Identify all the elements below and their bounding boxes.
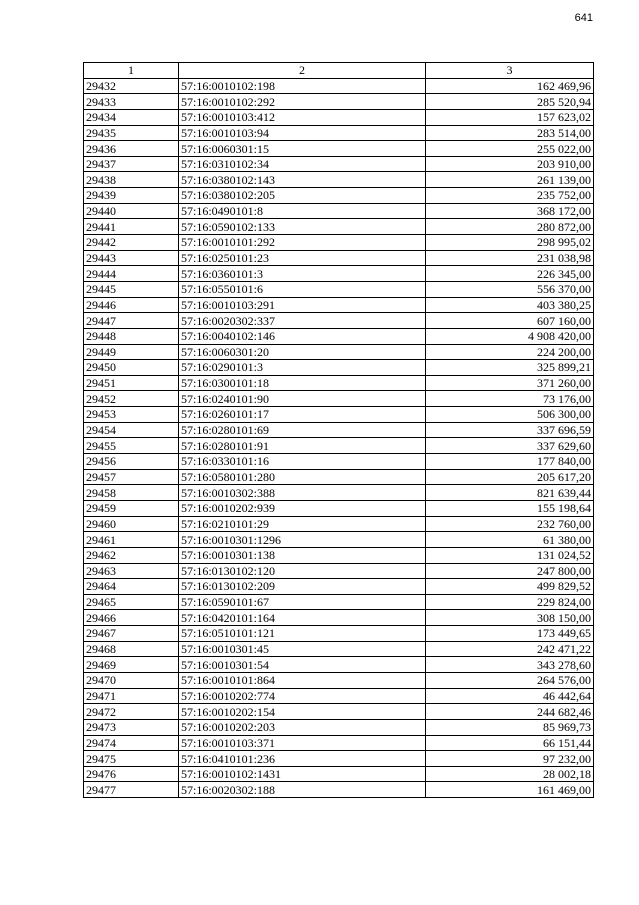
value-cell: 73 176,00 [426, 391, 594, 407]
row-number-cell: 29468 [84, 641, 179, 657]
value-cell: 343 278,60 [426, 657, 594, 673]
table-row [84, 704, 594, 720]
table-row [84, 657, 594, 673]
table-row [84, 125, 594, 141]
value-cell: 224 200,00 [426, 344, 594, 360]
value-cell: 162 469,96 [426, 78, 594, 94]
table-row [84, 422, 594, 438]
cadastral-number-cell: 57:16:0380102:143 [179, 172, 426, 188]
cadastral-number-cell: 57:16:0550101:6 [179, 281, 426, 297]
row-number-cell: 29460 [84, 516, 179, 532]
value-cell: 325 899,21 [426, 360, 594, 376]
value-cell: 247 800,00 [426, 563, 594, 579]
row-number-cell: 29462 [84, 547, 179, 563]
value-cell: 244 682,46 [426, 704, 594, 720]
row-number-cell: 29437 [84, 156, 179, 172]
table-row [84, 688, 594, 704]
row-number-cell: 29470 [84, 672, 179, 688]
table-row [84, 375, 594, 391]
table-row [84, 751, 594, 767]
table-row [84, 641, 594, 657]
cadastral-number-cell: 57:16:0130102:120 [179, 563, 426, 579]
cadastral-number-cell: 57:16:0040102:146 [179, 328, 426, 344]
value-cell: 229 824,00 [426, 594, 594, 610]
row-number-cell: 29472 [84, 704, 179, 720]
value-cell: 46 442,64 [426, 688, 594, 704]
row-number-cell: 29476 [84, 766, 179, 782]
cadastral-number-cell: 57:16:0380102:205 [179, 188, 426, 204]
table-row [84, 156, 594, 172]
value-cell: 232 760,00 [426, 516, 594, 532]
row-number-cell: 29474 [84, 735, 179, 751]
value-cell: 242 471,22 [426, 641, 594, 657]
value-cell: 264 576,00 [426, 672, 594, 688]
cadastral-number-cell: 57:16:0010202:774 [179, 688, 426, 704]
table-row [84, 719, 594, 735]
row-number-cell: 29459 [84, 500, 179, 516]
column-header-1: 1 [84, 63, 179, 79]
row-number-cell: 29471 [84, 688, 179, 704]
row-number-cell: 29442 [84, 235, 179, 251]
table-row [84, 391, 594, 407]
cadastral-number-cell: 57:16:0580101:280 [179, 469, 426, 485]
table-body [84, 78, 594, 797]
row-number-cell: 29441 [84, 219, 179, 235]
cadastral-number-cell: 57:16:0010301:45 [179, 641, 426, 657]
value-cell: 66 151,44 [426, 735, 594, 751]
column-header-2: 2 [179, 63, 426, 79]
row-number-cell: 29453 [84, 407, 179, 423]
row-number-cell: 29440 [84, 203, 179, 219]
row-number-cell: 29445 [84, 281, 179, 297]
row-number-cell: 29456 [84, 454, 179, 470]
cadastral-number-cell: 57:16:0010101:292 [179, 235, 426, 251]
table-row [84, 203, 594, 219]
cadastral-value-table [83, 62, 594, 798]
cadastral-number-cell: 57:16:0490101:8 [179, 203, 426, 219]
row-number-cell: 29447 [84, 313, 179, 329]
cadastral-number-cell: 57:16:0010103:371 [179, 735, 426, 751]
value-cell: 205 617,20 [426, 469, 594, 485]
table-row [84, 235, 594, 251]
value-cell: 155 198,64 [426, 500, 594, 516]
cadastral-number-cell: 57:16:0280101:91 [179, 438, 426, 454]
cadastral-number-cell: 57:16:0010202:154 [179, 704, 426, 720]
row-number-cell: 29455 [84, 438, 179, 454]
table-row [84, 532, 594, 548]
row-number-cell: 29438 [84, 172, 179, 188]
cadastral-number-cell: 57:16:0020302:188 [179, 782, 426, 798]
value-cell: 368 172,00 [426, 203, 594, 219]
table-row [84, 188, 594, 204]
table-row [84, 94, 594, 110]
value-cell: 61 380,00 [426, 532, 594, 548]
table-row [84, 250, 594, 266]
row-number-cell: 29432 [84, 78, 179, 94]
value-cell: 28 002,18 [426, 766, 594, 782]
cadastral-number-cell: 57:16:0240101:90 [179, 391, 426, 407]
table-row [84, 594, 594, 610]
table-row [84, 78, 594, 94]
table-row [84, 610, 594, 626]
row-number-cell: 29461 [84, 532, 179, 548]
table-row [84, 109, 594, 125]
cadastral-number-cell: 57:16:0010103:94 [179, 125, 426, 141]
cadastral-number-cell: 57:16:0300101:18 [179, 375, 426, 391]
row-number-cell: 29436 [84, 141, 179, 157]
value-cell: 499 829,52 [426, 579, 594, 595]
table-row [84, 219, 594, 235]
table-row [84, 500, 594, 516]
cadastral-number-cell: 57:16:0010302:388 [179, 485, 426, 501]
table-row [84, 672, 594, 688]
cadastral-number-cell: 57:16:0010102:292 [179, 94, 426, 110]
table-row [84, 281, 594, 297]
cadastral-number-cell: 57:16:0210101:29 [179, 516, 426, 532]
cadastral-number-cell: 57:16:0250101:23 [179, 250, 426, 266]
value-cell: 556 370,00 [426, 281, 594, 297]
table-row [84, 266, 594, 282]
cadastral-number-cell: 57:16:0590101:67 [179, 594, 426, 610]
table-row [84, 328, 594, 344]
row-number-cell: 29451 [84, 375, 179, 391]
table-row [84, 407, 594, 423]
value-cell: 255 022,00 [426, 141, 594, 157]
row-number-cell: 29464 [84, 579, 179, 595]
value-cell: 203 910,00 [426, 156, 594, 172]
cadastral-number-cell: 57:16:0060301:20 [179, 344, 426, 360]
table-row [84, 469, 594, 485]
row-number-cell: 29446 [84, 297, 179, 313]
cadastral-number-cell: 57:16:0010301:1296 [179, 532, 426, 548]
row-number-cell: 29473 [84, 719, 179, 735]
table-row [84, 626, 594, 642]
value-cell: 506 300,00 [426, 407, 594, 423]
row-number-cell: 29443 [84, 250, 179, 266]
row-number-cell: 29465 [84, 594, 179, 610]
row-number-cell: 29475 [84, 751, 179, 767]
row-number-cell: 29469 [84, 657, 179, 673]
table-row [84, 485, 594, 501]
row-number-cell: 29458 [84, 485, 179, 501]
value-cell: 607 160,00 [426, 313, 594, 329]
cadastral-number-cell: 57:16:0010101:864 [179, 672, 426, 688]
value-cell: 403 380,25 [426, 297, 594, 313]
table-row [84, 782, 594, 798]
row-number-cell: 29439 [84, 188, 179, 204]
table-row [84, 141, 594, 157]
table-row [84, 547, 594, 563]
table-row [84, 579, 594, 595]
row-number-cell: 29466 [84, 610, 179, 626]
row-number-cell: 29463 [84, 563, 179, 579]
table-row [84, 344, 594, 360]
value-cell: 280 872,00 [426, 219, 594, 235]
table-row [84, 360, 594, 376]
cadastral-number-cell: 57:16:0330101:16 [179, 454, 426, 470]
value-cell: 4 908 420,00 [426, 328, 594, 344]
value-cell: 308 150,00 [426, 610, 594, 626]
cadastral-number-cell: 57:16:0020302:337 [179, 313, 426, 329]
table-row [84, 735, 594, 751]
cadastral-number-cell: 57:16:0010202:939 [179, 500, 426, 516]
table-header-row [84, 63, 594, 79]
value-cell: 157 623,02 [426, 109, 594, 125]
cadastral-number-cell: 57:16:0010103:291 [179, 297, 426, 313]
value-cell: 371 260,00 [426, 375, 594, 391]
row-number-cell: 29477 [84, 782, 179, 798]
value-cell: 131 024,52 [426, 547, 594, 563]
value-cell: 261 139,00 [426, 172, 594, 188]
table-row [84, 454, 594, 470]
value-cell: 337 696,59 [426, 422, 594, 438]
cadastral-number-cell: 57:16:0010102:1431 [179, 766, 426, 782]
value-cell: 85 969,73 [426, 719, 594, 735]
cadastral-number-cell: 57:16:0010301:54 [179, 657, 426, 673]
table-row [84, 297, 594, 313]
row-number-cell: 29467 [84, 626, 179, 642]
cadastral-number-cell: 57:16:0290101:3 [179, 360, 426, 376]
cadastral-number-cell: 57:16:0010301:138 [179, 547, 426, 563]
row-number-cell: 29433 [84, 94, 179, 110]
table-row [84, 563, 594, 579]
value-cell: 821 639,44 [426, 485, 594, 501]
value-cell: 231 038,98 [426, 250, 594, 266]
value-cell: 226 345,00 [426, 266, 594, 282]
table-row [84, 438, 594, 454]
cadastral-number-cell: 57:16:0010202:203 [179, 719, 426, 735]
table-row [84, 766, 594, 782]
cadastral-number-cell: 57:16:0010102:198 [179, 78, 426, 94]
row-number-cell: 29449 [84, 344, 179, 360]
cadastral-number-cell: 57:16:0590102:133 [179, 219, 426, 235]
value-cell: 337 629,60 [426, 438, 594, 454]
cadastral-number-cell: 57:16:0510101:121 [179, 626, 426, 642]
cadastral-number-cell: 57:16:0420101:164 [179, 610, 426, 626]
row-number-cell: 29448 [84, 328, 179, 344]
row-number-cell: 29457 [84, 469, 179, 485]
cadastral-number-cell: 57:16:0260101:17 [179, 407, 426, 423]
table-row [84, 516, 594, 532]
value-cell: 97 232,00 [426, 751, 594, 767]
row-number-cell: 29450 [84, 360, 179, 376]
cadastral-number-cell: 57:16:0280101:69 [179, 422, 426, 438]
cadastral-number-cell: 57:16:0310102:34 [179, 156, 426, 172]
row-number-cell: 29434 [84, 109, 179, 125]
value-cell: 173 449,65 [426, 626, 594, 642]
value-cell: 283 514,00 [426, 125, 594, 141]
cadastral-number-cell: 57:16:0410101:236 [179, 751, 426, 767]
value-cell: 235 752,00 [426, 188, 594, 204]
row-number-cell: 29435 [84, 125, 179, 141]
cadastral-number-cell: 57:16:0010103:412 [179, 109, 426, 125]
value-cell: 285 520,94 [426, 94, 594, 110]
cadastral-number-cell: 57:16:0360101:3 [179, 266, 426, 282]
cadastral-number-cell: 57:16:0130102:209 [179, 579, 426, 595]
page-number: 641 [574, 12, 593, 24]
value-cell: 177 840,00 [426, 454, 594, 470]
row-number-cell: 29452 [84, 391, 179, 407]
row-number-cell: 29444 [84, 266, 179, 282]
value-cell: 298 995,02 [426, 235, 594, 251]
row-number-cell: 29454 [84, 422, 179, 438]
value-cell: 161 469,00 [426, 782, 594, 798]
cadastral-number-cell: 57:16:0060301:15 [179, 141, 426, 157]
table-row [84, 313, 594, 329]
table-row [84, 172, 594, 188]
column-header-3: 3 [426, 63, 594, 79]
